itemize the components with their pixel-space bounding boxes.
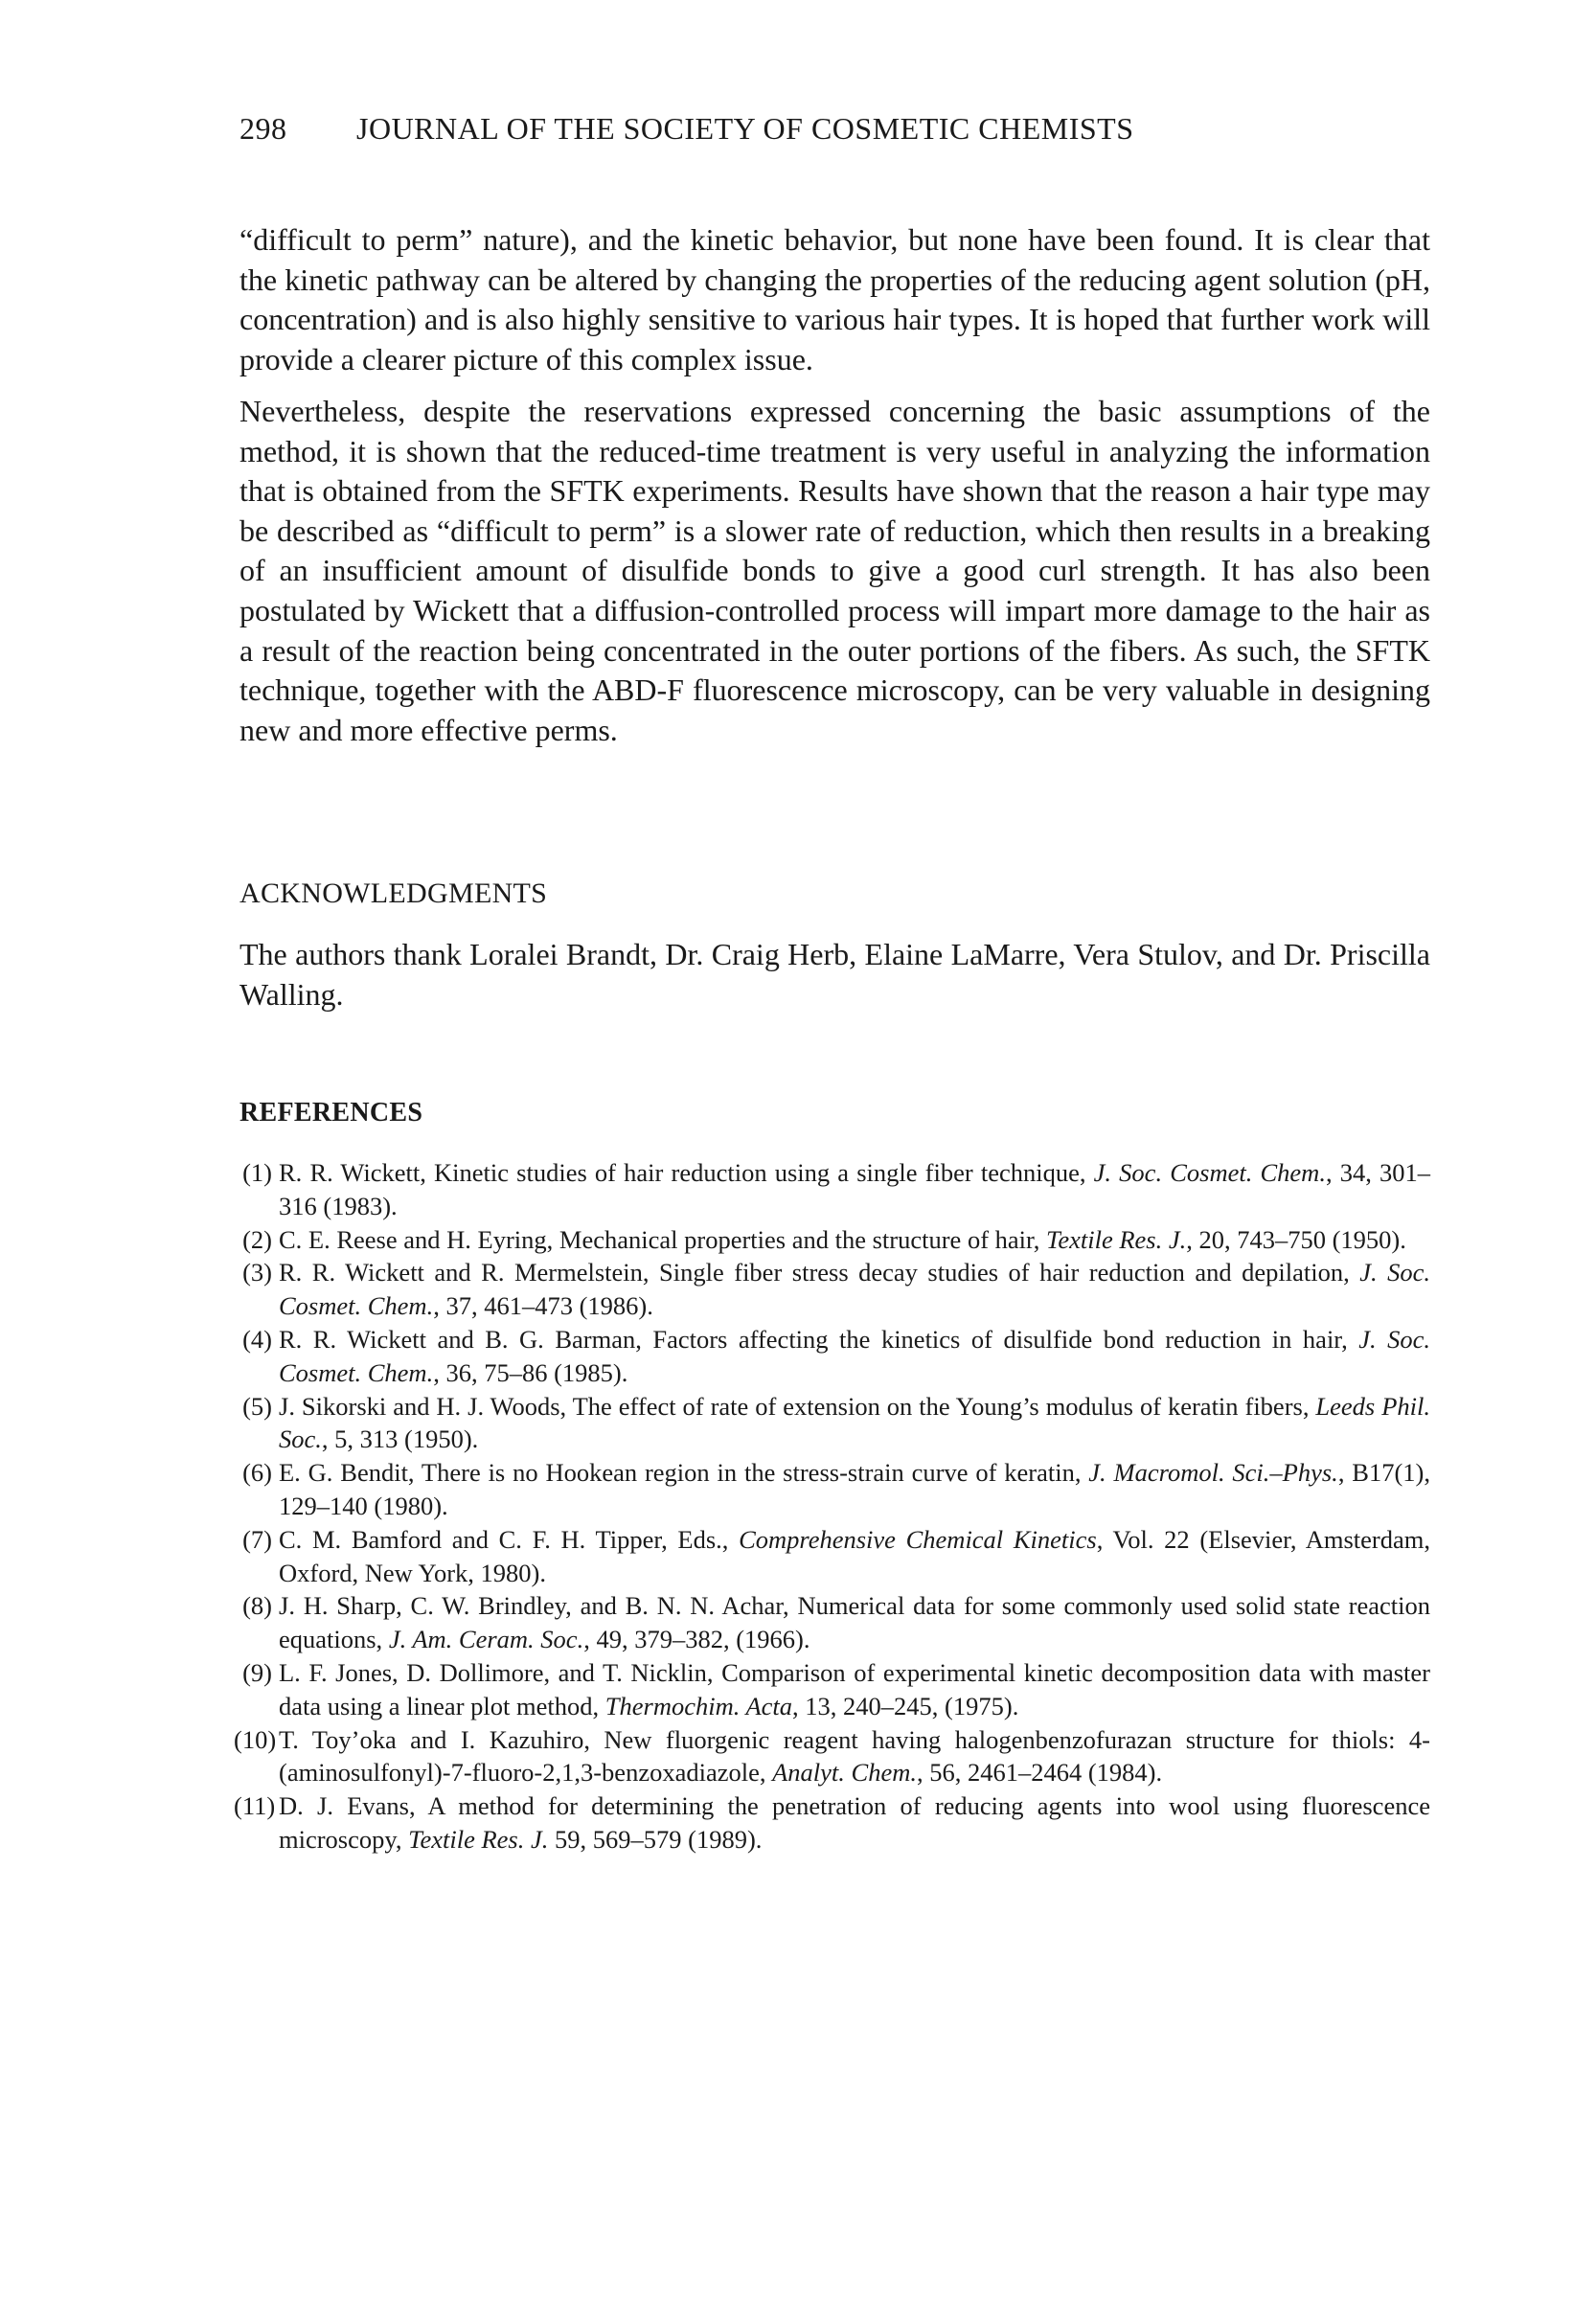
reference-authors-title: R. R. Wickett and B. G. Barman, Factors affecting the kinetics of disulfide bond reduction in hair, xyxy=(279,1324,1359,1354)
reference-details: 59, 569–579 (1989). xyxy=(548,1824,763,1854)
reference-item xyxy=(239,1523,1430,1590)
reference-authors-title: L. F. Jones, D. Dollimore, and T. Nicklin, Comparison of experimental kinetic decomposition data with master data using a linear plot method, xyxy=(279,1657,1430,1720)
reference-number: (3) xyxy=(242,1258,272,1287)
running-header xyxy=(239,111,1430,147)
reference-authors-title: R. R. Wickett, Kinetic studies of hair reduction using a single fiber technique, xyxy=(279,1158,1094,1187)
body-paragraph-2: Nevertheless, despite the reservations expressed concerning the basic assumptions of the method, it is shown that the reduced-time treatment is very useful in analyzing the information that is obtained from the SFTK experiments. Results have shown that the reason a hair type may be described as “difficult to perm” is a slower rate of reduction, which then results in a breaking of an insufficient amount of disulfide bonds to give a good curl strength. It has also been postulated by Wickett that a diffusion-controlled process will impart more damage to the hair as a result of the reaction being concentrated in the outer portions of the fibers. As such, the SFTK technique, together with the ABD-F fluorescence microscopy, can be very valuable in designing new and more effective perms. xyxy=(239,394,1430,747)
reference-journal: Leeds Phil. Soc. xyxy=(279,1391,1430,1454)
reference-journal: Textile Res. J. xyxy=(408,1824,549,1854)
reference-journal: J. Soc. Cosmet. Chem. xyxy=(279,1258,1430,1321)
reference-journal: J. Am. Ceram. Soc. xyxy=(388,1625,584,1654)
page-number: 298 xyxy=(239,111,287,146)
reference-number: (11) xyxy=(234,1791,276,1821)
reference-details: , 20, 743–750 (1950). xyxy=(1186,1224,1406,1254)
reference-number: (2) xyxy=(242,1224,272,1254)
reference-number: (4) xyxy=(242,1324,272,1354)
reference-number: (9) xyxy=(242,1657,272,1687)
reference-number: (8) xyxy=(242,1591,272,1621)
reference-journal: Thermochim. Acta xyxy=(604,1691,793,1720)
reference-details: , 49, 379–382, (1966). xyxy=(583,1625,810,1654)
reference-details: , B17(1), 129–140 (1980). xyxy=(279,1458,1430,1520)
reference-authors-title: J. H. Sharp, C. W. Brindley, and B. N. N. Achar, Numerical data for some commonly used solid state reaction equations, xyxy=(279,1591,1430,1654)
reference-item xyxy=(239,1223,1430,1257)
reference-number: (5) xyxy=(242,1391,272,1421)
reference-details: , 36, 75–86 (1985). xyxy=(433,1357,628,1387)
reference-item xyxy=(239,1456,1430,1523)
references-heading: REFERENCES xyxy=(239,1098,423,1128)
reference-details: , 56, 2461–2464 (1984). xyxy=(916,1758,1163,1788)
reference-journal: Textile Res. J. xyxy=(1046,1224,1187,1254)
reference-list xyxy=(234,1156,1431,1857)
reference-details: , 5, 313 (1950). xyxy=(321,1424,479,1454)
reference-item xyxy=(239,1156,1430,1223)
journal-title: JOURNAL OF THE SOCIETY OF COSMETIC CHEMISTS xyxy=(356,111,1134,146)
reference-item xyxy=(234,1789,1430,1857)
reference-journal: J. Soc. Cosmet. Chem. xyxy=(1093,1158,1326,1187)
reference-item xyxy=(239,1589,1430,1656)
reference-item xyxy=(239,1656,1430,1723)
reference-details: , 37, 461–473 (1986). xyxy=(433,1291,653,1321)
reference-item xyxy=(239,1323,1430,1390)
reference-details: , Vol. 22 (Elsevier, Amsterdam, Oxford, New York, 1980). xyxy=(279,1524,1430,1587)
reference-journal: J. Macromol. Sci.–Phys. xyxy=(1088,1458,1338,1488)
acknowledgments-heading: ACKNOWLEDGMENTS xyxy=(239,877,548,909)
reference-item xyxy=(239,1390,1430,1457)
reference-authors-title: E. G. Bendit, There is no Hookean region in the stress-strain curve of keratin, xyxy=(279,1458,1089,1488)
reference-authors-title: J. Sikorski and H. J. Woods, The effect of rate of extension on the Young’s modulus of keratin fibers, xyxy=(279,1391,1316,1421)
acknowledgments-text: The authors thank Loralei Brandt, Dr. Craig Herb, Elaine LaMarre, Vera Stulov, and Dr. Priscilla Walling. xyxy=(239,937,1430,1012)
reference-item xyxy=(234,1723,1430,1790)
reference-authors-title: C. M. Bamford and C. F. H. Tipper, Eds., xyxy=(279,1524,740,1554)
reference-authors-title: D. J. Evans, A method for determining the penetration of reducing agents into wool using fluorescence microscopy, xyxy=(279,1791,1430,1854)
reference-authors-title: T. Toy’oka and I. Kazuhiro, New fluorgenic reagent having halogenbenzofurazan structure for thiols: 4-(aminosulfonyl)-7-fluoro-2,1,3-benzoxadiazole, xyxy=(279,1724,1430,1788)
reference-journal: Comprehensive Chemical Kinetics xyxy=(739,1524,1097,1554)
reference-number: (10) xyxy=(234,1724,277,1754)
reference-authors-title: C. E. Reese and H. Eyring, Mechanical properties and the structure of hair, xyxy=(279,1224,1047,1254)
reference-number: (7) xyxy=(242,1524,272,1554)
body-paragraph-1: “difficult to perm” nature), and the kinetic behavior, but none have been found. It is clear that the kinetic pathway can be altered by changing the properties of the reducing agent solution (pH, concentration) and is also highly sensitive to various hair types. It is hoped that further work will provide a clearer picture of this complex issue. xyxy=(239,222,1430,376)
reference-authors-title: R. R. Wickett and R. Mermelstein, Single fiber stress decay studies of hair reduction and depilation, xyxy=(279,1258,1360,1287)
reference-journal: Analyt. Chem. xyxy=(772,1758,917,1788)
reference-number: (6) xyxy=(242,1458,272,1488)
reference-item xyxy=(239,1256,1430,1323)
reference-details: , 34, 301–316 (1983). xyxy=(279,1158,1431,1220)
reference-number: (1) xyxy=(242,1158,272,1187)
reference-journal: J. Soc. Cosmet. Chem. xyxy=(279,1324,1430,1387)
reference-details: , 13, 240–245, (1975). xyxy=(792,1691,1019,1720)
